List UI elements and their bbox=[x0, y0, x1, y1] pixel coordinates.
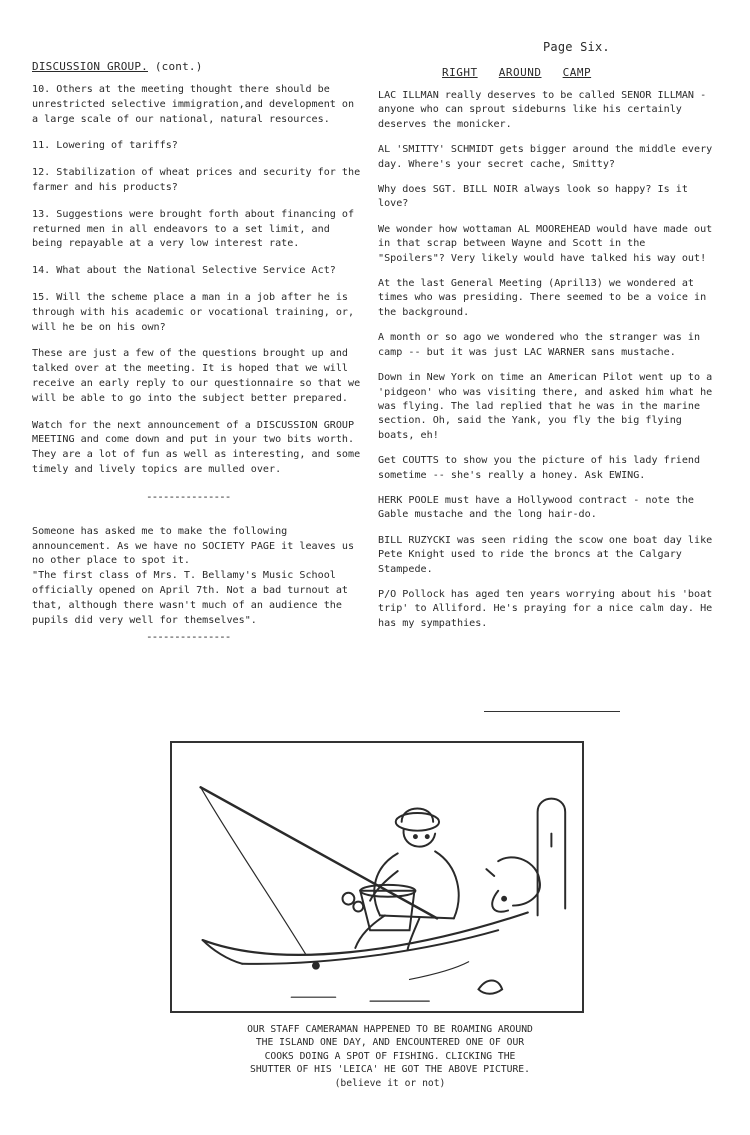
column-end-rule bbox=[484, 711, 620, 712]
heading-word-right: RIGHT bbox=[442, 66, 478, 79]
discussion-paragraph-11: 11. Lowering of tariffs? bbox=[32, 140, 178, 152]
discussion-group-title: DISCUSSION GROUP. bbox=[32, 60, 148, 73]
heading-word-camp: CAMP bbox=[562, 66, 592, 79]
gossip-item-pollock: P/O Pollock has aged ten years worrying about his 'boat trip' to Alliford. He's praying for a nice calm day. He has my sympathies. bbox=[378, 588, 713, 629]
gossip-item-moorehead: We wonder how wottaman AL MOOREHEAD would have made out in that scrap between Wayne and Scott in the "Spoilers"? Very likely would have talked his way out! bbox=[378, 223, 713, 264]
gossip-item-illman: LAC ILLMAN really deserves to be called SENOR ILLMAN - anyone who can sprout sideburns like his certainly deserves the monicker. bbox=[378, 90, 707, 130]
gossip-item-pilot-joke: Down in New York on time an American Pilot went up to a 'pidgeon' who was visiting there, and asked him what he was flying. The lad replied that he was in the marine section. Oh, said the Yank, you fly the big flying boats, eh! bbox=[378, 372, 713, 441]
page-number: Page Six. bbox=[543, 40, 610, 54]
discussion-paragraph-10: 10. Others at the meeting thought there should be unrestricted selective immigration,and development on a large scale of our national, natural resources. bbox=[32, 84, 355, 125]
discussion-paragraph-14: 14. What about the National Selective Service Act? bbox=[32, 265, 336, 277]
gossip-item-ruzycki: BILL RUZYCKI was seen riding the scow one boat day like Pete Knight used to ride the broncs at the Calgary Stampede. bbox=[378, 534, 713, 575]
heading-word-around: AROUND bbox=[498, 66, 542, 79]
gossip-item-warner: A month or so ago we wondered who the stranger was in camp -- but it was just LAC WARNER sans mustache. bbox=[378, 332, 701, 358]
discussion-paragraph-15: 15. Will the scheme place a man in a job after he is through with his academic or vocational training, or, will he be on his own? bbox=[32, 291, 355, 333]
discussion-announcement: Watch for the next announcement of a DISCUSSION GROUP MEETING and come down and put in your two bits worth. They are a lot of fun as well as interesting, and some timely and lively topics are mulled over. bbox=[32, 419, 361, 475]
gossip-item-general-meeting: At the last General Meeting (April13) we wondered at times who was presiding. There seemed to be a voice in the background. bbox=[378, 278, 707, 318]
society-announcement: Someone has asked me to make the following announcement. As we have no SOCIETY PAGE it leaves us no other place to spot it. bbox=[32, 525, 355, 567]
section-divider: --------------- bbox=[146, 489, 231, 503]
discussion-summary: These are just a few of the questions brought up and talked over at the meeting. It is hoped that we will receive an early reply to our questionnaire so that we will be able to go into the subject better prepared. bbox=[32, 348, 361, 404]
fishing-cook-cartoon bbox=[170, 741, 584, 1013]
gossip-item-poole: HERK POOLE must have a Hollywood contract - note the Gable mustache and the long hair-do. bbox=[378, 494, 695, 521]
right-around-camp-heading bbox=[442, 66, 713, 79]
discussion-group-heading bbox=[32, 60, 364, 73]
music-school-quote: "The first class of Mrs. T. Bellamy's Music School officially opened on April 7th. Not a bad turnout at that, although there wasn't much of an audience the pupils did very well for themselves". bbox=[32, 570, 349, 626]
gossip-item-coutts: Get COUTTS to show you the picture of his lady friend sometime -- she's really a honey. Ask EWING. bbox=[378, 455, 701, 481]
right-around-camp-column bbox=[378, 60, 713, 642]
discussion-group-column bbox=[32, 60, 364, 665]
continued-label: (cont.) bbox=[154, 60, 203, 73]
cartoon-drawing bbox=[172, 743, 582, 1011]
discussion-paragraph-12: 12. Stabilization of wheat prices and security for the farmer and his products? bbox=[32, 167, 361, 193]
section-divider-end: --------------- bbox=[146, 630, 231, 644]
cartoon-caption: OUR STAFF CAMERAMAN HAPPENED TO BE ROAMING AROUND THE ISLAND ONE DAY, AND ENCOUNTERED ONE OF OUR COOKS DOING A SPOT OF FISHING. CLICKING THE SHUTTER OF HIS 'LEICA' HE GOT THE ABOVE PICTURE. (believe it or not) bbox=[247, 1024, 533, 1089]
discussion-paragraph-13: 13. Suggestions were brought forth about financing of returned men in all endeavors to a set limit, and being repayable at a very low interest rate. bbox=[32, 208, 355, 250]
gossip-item-schmidt: AL 'SMITTY' SCHMIDT gets bigger around the middle every day. Where's your secret cache, Smitty? bbox=[378, 144, 713, 170]
gossip-item-noir: Why does SGT. BILL NOIR always look so happy? Is it love? bbox=[378, 184, 688, 210]
